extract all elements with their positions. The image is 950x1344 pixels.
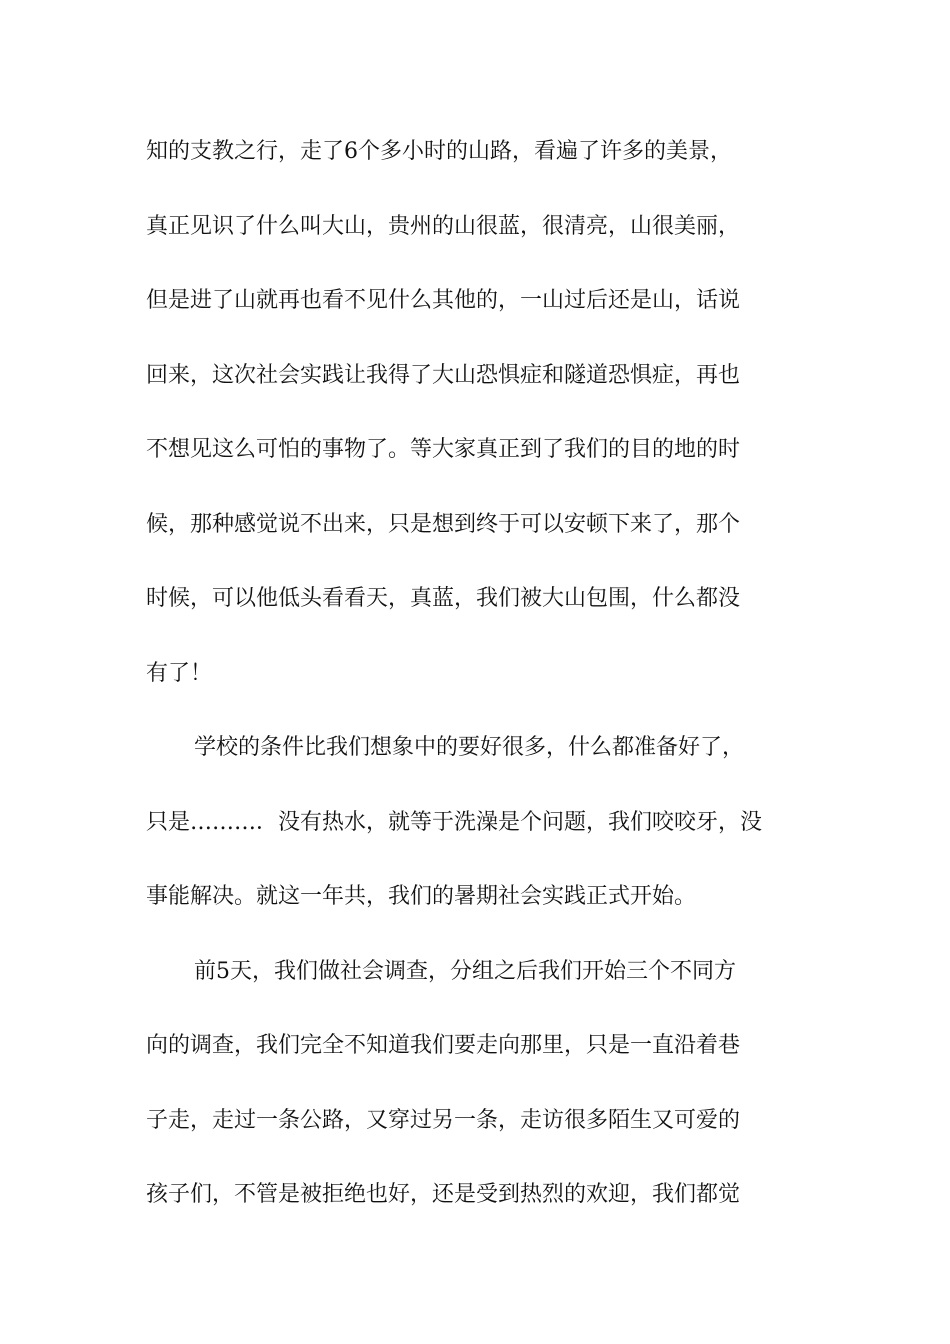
text-line: 但是进了山就再也看不见什么其他的，一山过后还是山，话说 [146, 288, 741, 313]
text-line: 真正见识了什么叫大山，贵州的山很蓝，很清亮，山很美丽， [146, 213, 741, 239]
paragraph-first-line: 前5天，我们做社会调查，分组之后我们开始三个不同方 [194, 958, 736, 984]
text-line: 孩子们，不管是被拒绝也好，还是受到热烈的欢迎，我们都觉 [146, 1182, 741, 1207]
document-body [146, 128, 806, 1246]
text-line: 有了！ [146, 660, 213, 686]
text-line: 时候，可以他低头看看天，真蓝，我们被大山包围，什么都没 [146, 586, 741, 611]
text-line: 事能解决。就这一年共，我们的暑期社会实践正式开始。 [146, 884, 697, 909]
text-line: 只是………．没有热水，就等于洗澡是个问题，我们咬咬牙，没 [146, 809, 763, 835]
text-line: 子走，走过一条公路，又穿过另一条，走访很多陌生又可爱的 [146, 1107, 741, 1133]
text-line: 向的调查，我们完全不知道我们要走向那里，只是一直沿着巷 [146, 1033, 741, 1058]
text-line: 回来，这次社会实践让我得了大山恐惧症和隧道恐惧症，再也 [146, 362, 741, 388]
paragraph-first-line: 学校的条件比我们想象中的要好很多，什么都准备好了， [194, 735, 745, 760]
text-line: 知的支教之行，走了6个多小时的山路，看遍了许多的美景， [146, 139, 732, 164]
text-line: 不想见这么可怕的事物了。等大家真正到了我们的目的地的时 [146, 437, 741, 462]
text-line: 候，那种感觉说不出来，只是想到终于可以安顿下来了，那个 [146, 511, 741, 537]
